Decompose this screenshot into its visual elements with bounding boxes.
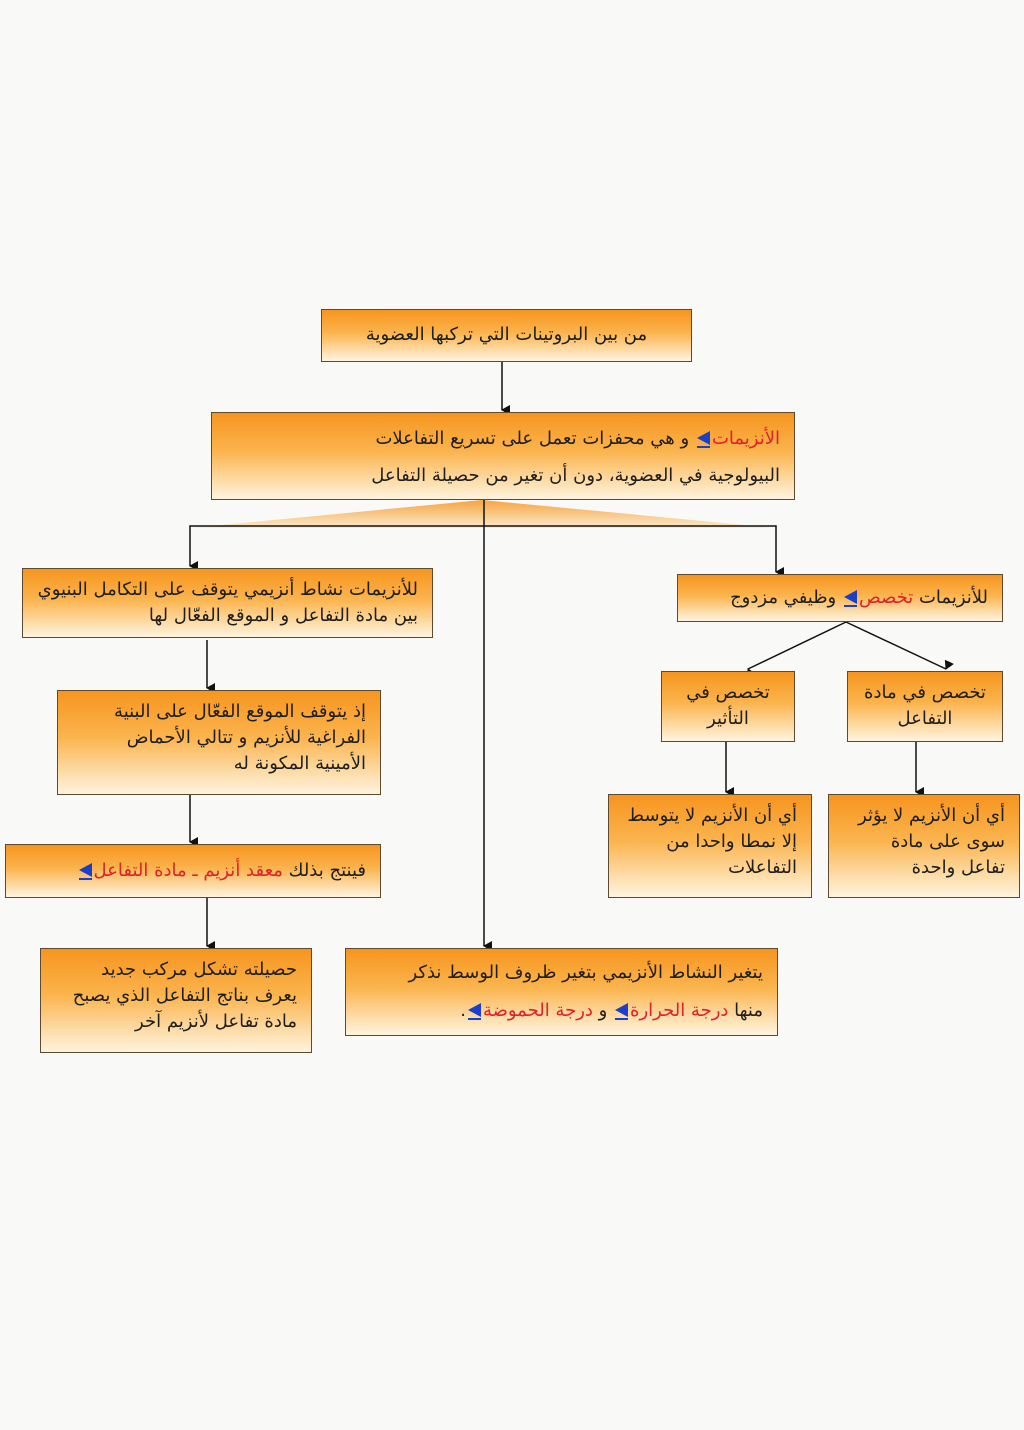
conditions-line1: يتغير النشاط الأنزيمي بتغير ظروف الوسط نذكر bbox=[408, 962, 763, 983]
box-dual-specialization bbox=[677, 574, 1003, 622]
box-top-text: من بين البروتينات التي تركبها العضوية bbox=[365, 324, 648, 345]
box-enzymes-definition bbox=[211, 412, 795, 500]
box-reaction-product bbox=[40, 948, 312, 1053]
connector-branch-left bbox=[190, 526, 482, 566]
conditions-end: . bbox=[460, 1000, 466, 1021]
connector-spec-to-substrate bbox=[846, 622, 946, 669]
term-ph: درجة الحموضة bbox=[482, 1000, 593, 1021]
pointer-icon bbox=[697, 431, 710, 448]
substrate-spec-text: تخصص في مادة التفاعل bbox=[864, 682, 986, 729]
conditions-pre: منها bbox=[728, 1000, 763, 1021]
pointer-icon bbox=[79, 863, 92, 880]
spec-post: وظيفي مزدوج bbox=[730, 587, 842, 608]
box-active-site bbox=[57, 690, 381, 795]
term-specialization: تخصص bbox=[858, 587, 914, 608]
pointer-icon bbox=[844, 590, 857, 607]
pointer-icon bbox=[615, 1003, 628, 1020]
term-enzymes: الأنزيمات bbox=[711, 428, 780, 449]
connector-spec-to-effect bbox=[748, 622, 846, 669]
activity-text: للأنزيمات نشاط أنزيمي يتوقف على التكامل البنيوي بين مادة التفاعل و الموقع الفعّال لها bbox=[37, 579, 418, 626]
term-complex: معقد أنزيم ـ مادة التفاعل bbox=[93, 860, 283, 881]
active-site-text: إذ يتوقف الموقع الفعّال على البنية الفراغية للأنزيم و تتالي الأحماض الأمينية المكونة له bbox=[114, 701, 366, 774]
connector-branch-right bbox=[482, 526, 776, 572]
box-effect-detail bbox=[608, 794, 812, 898]
substrate-detail-text: أي أن الأنزيم لا يؤثر سوى على مادة تفاعل واحدة bbox=[858, 805, 1005, 878]
product-text: حصيلته تشكل مركب جديد يعرف بناتج التفاعل الذي يصبح مادة تفاعل لأنزيم آخر bbox=[72, 959, 297, 1032]
pointer-icon bbox=[468, 1003, 481, 1020]
effect-spec-text: تخصص في التأثير bbox=[686, 682, 770, 729]
conditions-and: و bbox=[592, 1000, 614, 1021]
spec-pre: للأنزيمات bbox=[913, 587, 988, 608]
box-enzyme-activity bbox=[22, 568, 433, 638]
box-enzyme-substrate-complex bbox=[5, 844, 381, 898]
branch-fan bbox=[190, 500, 776, 528]
box-effect-specialization bbox=[661, 671, 795, 742]
box-environmental-conditions bbox=[345, 948, 778, 1036]
enzymes-text-line2: البيولوجية في العضوية، دون أن تغير من حصيلة التفاعل bbox=[371, 465, 780, 486]
term-temperature: درجة الحرارة bbox=[630, 1000, 729, 1021]
complex-text: فينتج بذلك bbox=[282, 860, 366, 881]
box-top bbox=[321, 309, 692, 362]
box-substrate-detail bbox=[828, 794, 1020, 898]
effect-detail-text: أي أن الأنزيم لا يتوسط إلا نمطا واحدا من التفاعلات bbox=[627, 805, 797, 878]
enzymes-text: و هي محفزات تعمل على تسريع التفاعلات bbox=[375, 428, 695, 449]
box-substrate-specialization bbox=[847, 671, 1003, 742]
